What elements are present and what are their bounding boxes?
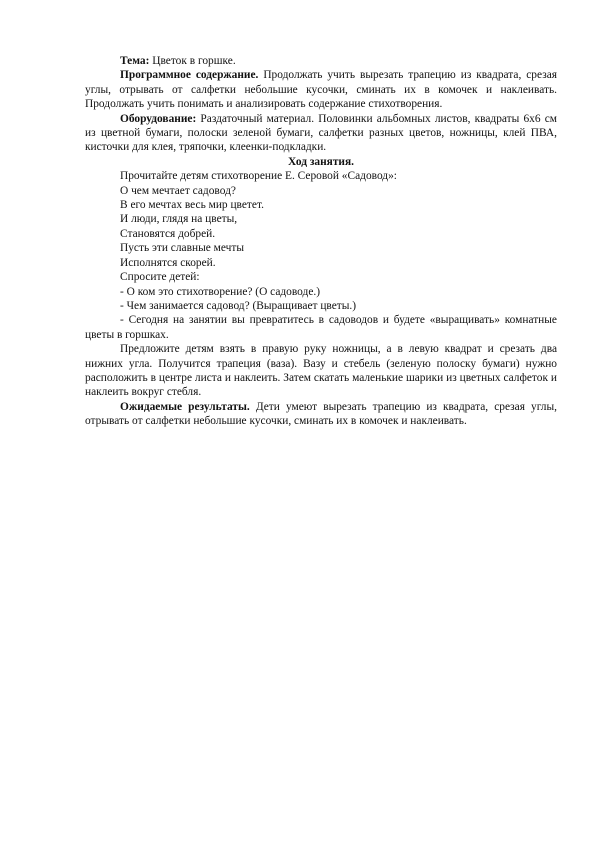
program-paragraph bbox=[85, 68, 557, 111]
lesson-heading: Ход занятия. bbox=[287, 155, 355, 168]
poem-line: Пусть эти славные мечты bbox=[120, 242, 244, 255]
poem-line: И люди, глядя на цветы, bbox=[120, 213, 238, 226]
qa-line: - Чем занимается садовод? (Выращивает цветы.) bbox=[120, 299, 357, 312]
topic-text: Цветок в горшке. bbox=[149, 55, 236, 67]
instructions-paragraph: Предложите детям взять в правую руку ножницы, а в левую квадрат и срезать два нижних угла. Получится трапеция (ваза). Вазу и стебель (зеленую полоску бумаги) нужно расположить в центре листа и наклеить. Затем скатать маленькие шарики из цветных салфеток и наклеить вокруг стебля. bbox=[85, 343, 557, 399]
poem-line: О чем мечтает садовод? bbox=[120, 184, 236, 197]
topic-paragraph bbox=[85, 54, 557, 68]
equipment-paragraph bbox=[85, 112, 557, 155]
equipment-text: Раздаточный материал. Половинки альбомных листов, квадраты 6х6 см из цветной бумаги, полоски зеленой бумаги, салфетки разных цветов, ножницы, клей ПВА, кисточки для клея, тряпочки, клеенки-подкладки. bbox=[85, 112, 557, 154]
results-paragraph bbox=[85, 400, 557, 429]
topic-label: Тема: bbox=[120, 55, 150, 67]
qa-line: - О ком это стихотворение? (О садоводе.) bbox=[120, 285, 321, 298]
program-text: Продолжать учить вырезать трапецию из квадрата, срезая углы, отрывать от салфетки небольшие кусочки, сминать их в комочек и наклеивать. Продолжать учить понимать и анализировать содержание стихотворения. bbox=[85, 69, 557, 111]
poem-line: Исполнятся скорей. bbox=[120, 256, 216, 269]
poem-line: Становятся добрей. bbox=[120, 227, 216, 240]
poem-line: В его мечтах весь мир цветет. bbox=[120, 199, 264, 212]
program-label: Программное содержание. bbox=[120, 69, 259, 82]
results-text: Дети умеют вырезать трапецию из квадрата, срезая углы, отрывать от салфетки небольшие кусочки, сминать их в комочек и наклеивать. bbox=[85, 400, 557, 428]
document-page bbox=[85, 54, 557, 429]
intro-paragraph: Прочитайте детям стихотворение Е. Серовой «Садовод»: bbox=[120, 170, 397, 183]
equipment-label: Оборудование: bbox=[120, 112, 197, 125]
results-label: Ожидаемые результаты. bbox=[120, 400, 250, 413]
qa-line: - Сегодня на занятии вы превратитесь в садоводов и будете «выращивать» комнатные цветы в горшках. bbox=[85, 314, 557, 341]
ask-paragraph: Спросите детей: bbox=[120, 271, 200, 284]
